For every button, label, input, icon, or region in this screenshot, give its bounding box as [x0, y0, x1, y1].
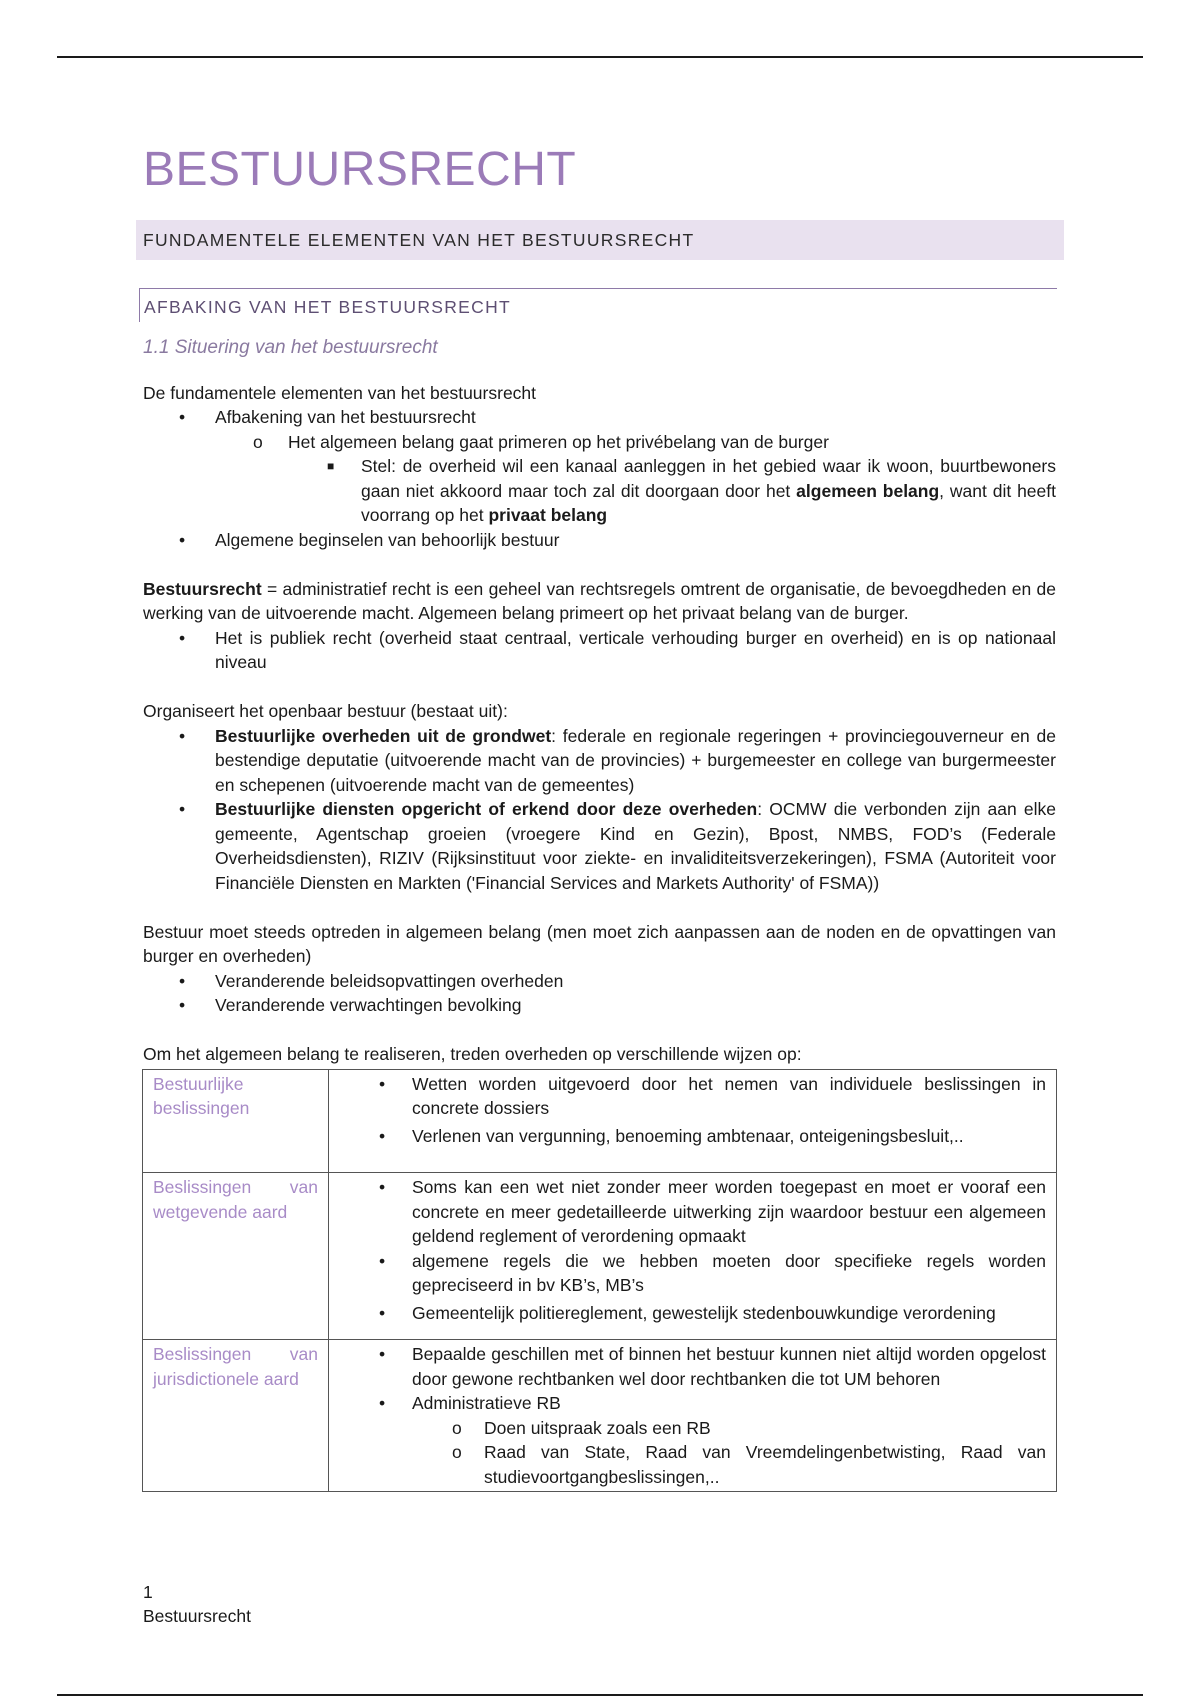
bullet-icon: • — [379, 1302, 386, 1323]
list-item: • Verlenen van vergunning, benoeming ambtenaar, onteigeningsbesluit,.. — [339, 1124, 1046, 1149]
list-item: • Het is publiek recht (overheid staat centraal, verticale verhouding burger en overheid) en is op nationaal niveau — [179, 627, 1056, 672]
organisation-list — [143, 724, 1056, 896]
circle-bullet-icon: o — [253, 431, 263, 452]
table-row — [143, 1069, 1057, 1173]
row-content — [329, 1340, 1057, 1492]
definition-list — [143, 626, 1056, 675]
list-item: • Veranderende beleidsopvattingen overheden — [143, 969, 1056, 994]
list-item: • Afbakening van het bestuursrecht — [143, 405, 1056, 430]
list-item: • Veranderende verwachtingen bevolking — [143, 993, 1056, 1018]
table-row — [143, 1173, 1057, 1340]
heading-1: FUNDAMENTELE ELEMENTEN VAN HET BESTUURSRECHT — [136, 220, 1064, 260]
heading-3: 1.1 Situering van het bestuursrecht — [143, 337, 438, 358]
footer-title: Bestuursrecht — [143, 1606, 251, 1626]
table-lead: Om het algemeen belang te realiseren, treden overheden op verschillende wijzen op: — [143, 1044, 802, 1064]
list-item: • Bestuurlijke overheden uit de grondwet: federale en regionale regeringen + provinciegouverneur en de bestendige deputatie (uitvoerende macht van de provincies) + burgemeester en college van burgermeester en schepenen (uitvoerende macht van de gemeentes) — [179, 725, 1056, 795]
row-content — [329, 1173, 1057, 1340]
bullet-icon: • — [179, 529, 186, 550]
list-item: • Bepaalde geschillen met of binnen het bestuur kunnen niet altijd worden opgelost door gewone rechtbanken wel door rechtbanken die tot UM behoren — [379, 1344, 1046, 1389]
list-item: • Soms kan een wet niet zonder meer worden toegepast en moet er vooraf een concrete en meer gedetailleerde uitwerking zijn waardoor bestuur een algemeen geldend reglement of verordening opmaakt — [379, 1177, 1046, 1246]
list-item: • Gemeentelijk politiereglement, gewestelijk stedenbouwkundige verordening — [339, 1301, 1046, 1326]
bullet-icon: • — [379, 1073, 386, 1094]
row-label: Beslissingen van jurisdictionele aard — [143, 1340, 329, 1492]
list-item: • algemene regels die we hebben moeten door specifieke regels worden gepreciseerd in bv KB’s, MB’s — [379, 1250, 1046, 1295]
list-item: • Bestuurlijke diensten opgericht of erkend door deze overheden: OCMW die verbonden zijn aan elke gemeente, Agentschap groeien (vroegere Kind en Gezin), Bpost, NMBS, FOD’s (Federale Overheidsdiensten), RIZIV (Rijksinstituut voor ziekte- en invaliditeitsverzekeringen), FSMA (Autoriteit voor Financiële Diensten en Markten ('Financial Services and Markets Authority' of FSMA)) — [179, 799, 1057, 893]
bullet-icon: • — [179, 799, 186, 819]
bullet-icon: • — [379, 1393, 386, 1413]
list-item: o Het algemeen belang gaat primeren op het privébelang van de burger — [143, 430, 1056, 455]
bullet-icon: • — [179, 725, 186, 746]
bullet-icon: • — [179, 970, 186, 991]
organisation-lead: Organiseert het openbaar bestuur (bestaat uit): — [143, 701, 508, 721]
list-item: o Raad van State, Raad van Vreemdelingenbetwisting, Raad van studievoortgangbeslissingen,.. — [452, 1442, 1046, 1487]
bullet-icon: • — [179, 627, 186, 648]
list-item: o Doen uitspraak zoals een RB — [339, 1416, 1046, 1441]
page-footer — [143, 1580, 251, 1628]
list-item: • Algemene beginselen van behoorlijk bestuur — [143, 528, 1056, 553]
table-row — [143, 1340, 1057, 1492]
circle-bullet-icon: o — [452, 1417, 462, 1438]
list-item: • Wetten worden uitgevoerd door het nemen van individuele beslissingen in concrete dossiers — [379, 1073, 1046, 1118]
header-rule — [57, 56, 1143, 58]
general-interest-lead: Bestuur moet steeds optreden in algemeen belang (men moet zich aanpassen aan de noden en de opvattingen van burger en overheden) — [143, 921, 1056, 966]
row-label: Bestuurlijke beslissingen — [143, 1069, 329, 1173]
footer-rule — [57, 1694, 1143, 1696]
document-body — [143, 140, 1056, 1492]
list-item: ■ Stel: de overheid wil een kanaal aanleggen in het gebied waar ik woon, buurtbewoners gaan niet akkoord maar toch zal dit doorgaan door het algemeen belang, want dit heeft voorrang op het privaat belang — [327, 456, 1056, 525]
general-interest-list — [143, 969, 1056, 1018]
bullet-icon: • — [379, 1344, 386, 1364]
bullet-icon: • — [379, 1125, 386, 1146]
document-title: BESTUURSRECHT — [143, 143, 577, 196]
page-number: 1 — [143, 1582, 153, 1602]
bullet-icon: • — [179, 407, 186, 427]
circle-bullet-icon: o — [452, 1442, 462, 1462]
row-content — [329, 1069, 1057, 1173]
intro-list — [143, 405, 1056, 552]
decisions-table — [142, 1069, 1057, 1493]
intro-lead: De fundamentele elementen van het bestuursrecht — [143, 382, 537, 403]
definition-paragraph: Bestuursrecht = administratief recht is een geheel van rechtsregels omtrent de organisatie, de bevoegdheden en de werking van de uitvoerende macht. Algemeen belang primeert op het privaat belang van de burger. — [143, 578, 1056, 623]
list-item: • Administratieve RB — [339, 1391, 1046, 1416]
square-bullet-icon: ■ — [327, 459, 335, 473]
row-label: Beslissingen van wetgevende aard — [143, 1173, 329, 1340]
bullet-icon: • — [179, 995, 186, 1015]
bullet-icon: • — [379, 1250, 386, 1271]
heading-2: AFBAKING VAN HET BESTUURSRECHT — [139, 288, 1057, 322]
bullet-icon: • — [379, 1177, 386, 1197]
